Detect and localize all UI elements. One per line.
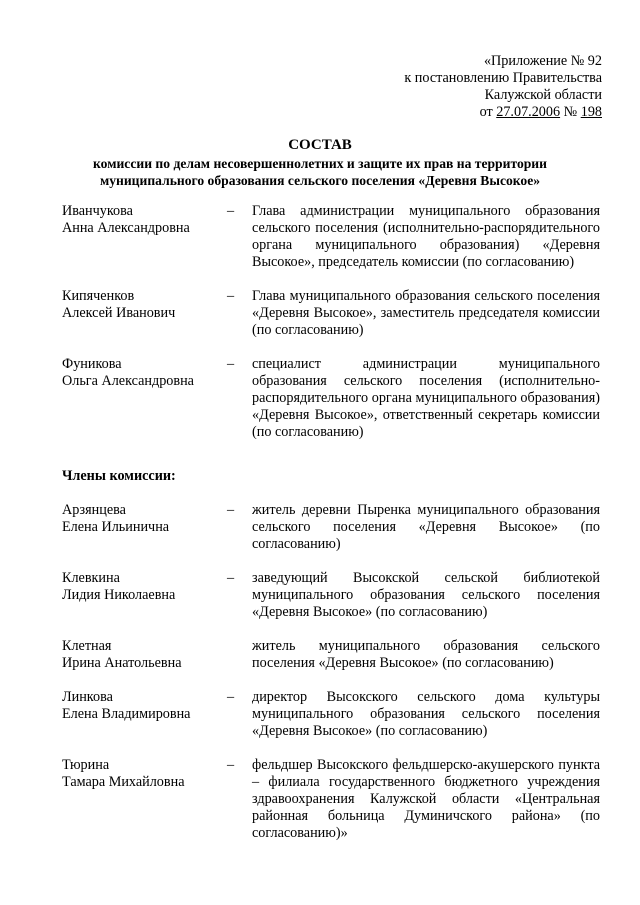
person-surname: Фуникова xyxy=(62,356,122,372)
person-name xyxy=(62,203,227,271)
title-main: СОСТАВ xyxy=(288,137,352,153)
dash: – xyxy=(227,757,235,773)
list-item xyxy=(62,638,600,672)
person-name xyxy=(62,502,227,553)
list-item xyxy=(62,203,600,271)
dash: – xyxy=(227,288,235,304)
person-name xyxy=(62,570,227,621)
dash: – xyxy=(227,356,235,372)
title-line-1: комиссии по делам несовершеннолетних и защите их прав на территории xyxy=(93,156,547,171)
person-role: директор Высокского сельского дома культуры муниципального образования сельского поселения «Деревня Высокое» (по согласованию) xyxy=(252,689,600,739)
person-given-names: Елена Владимировна xyxy=(62,706,191,722)
appendix-resolution: к постановлению Правительства xyxy=(404,70,602,86)
person-role: заведующий Высокской сельской библиотекой муниципального образования сельского поселения «Деревня Высокое» (по согласованию) xyxy=(252,570,600,620)
list-item xyxy=(62,502,600,553)
dash xyxy=(227,638,252,672)
title-line-2: муниципального образования сельского поселения «Деревня Высокое» xyxy=(99,173,541,188)
person-name xyxy=(62,638,227,672)
dash: – xyxy=(227,689,235,705)
person-name xyxy=(62,757,227,842)
document-title xyxy=(40,136,600,189)
dash: – xyxy=(227,502,235,518)
person-name xyxy=(62,689,227,740)
person-given-names: Елена Ильинична xyxy=(62,519,170,535)
person-given-names: Ирина Анатольевна xyxy=(62,655,182,671)
resolution-date: 27.07.2006 xyxy=(496,104,561,120)
person-given-names: Ольга Александровна xyxy=(62,373,194,389)
person-role: фельдшер Высокского фельдшерско-акушерского пункта – филиала государственного бюджетного учреждения здравоохранения Калужской области «Центральная районная больница Думиничского района» (по согласованию)» xyxy=(252,757,600,841)
person-surname: Арзянцева xyxy=(62,502,126,518)
list-item xyxy=(62,288,600,339)
person-surname: Линкова xyxy=(62,689,113,705)
date-prefix: от xyxy=(479,104,497,120)
person-role: специалист администрации муниципального образования сельского поселения (исполнительно-распорядительного органа муниципального образования) «Деревня Высокое», ответственный секретарь комиссии (по согласованию) xyxy=(252,356,600,440)
person-name xyxy=(62,356,227,441)
list-item xyxy=(62,757,600,842)
list-item xyxy=(62,689,600,740)
dash: – xyxy=(227,203,235,219)
number-prefix: № xyxy=(560,104,581,120)
person-given-names: Лидия Николаевна xyxy=(62,587,176,603)
person-name xyxy=(62,288,227,339)
person-given-names: Тамара Михайловна xyxy=(62,774,185,790)
person-role: Глава муниципального образования сельского поселения «Деревня Высокое», заместитель председателя комиссии (по согласованию) xyxy=(252,288,600,338)
person-given-names: Анна Александровна xyxy=(62,220,190,236)
list-item xyxy=(62,570,600,621)
appendix-date-line xyxy=(404,104,602,121)
person-given-names: Алексей Иванович xyxy=(62,305,176,321)
person-role: житель деревни Пыренка муниципального образования сельского поселения «Деревня Высокое» (по согласованию) xyxy=(252,502,600,552)
person-surname: Кипяченков xyxy=(62,288,135,304)
person-role: житель муниципального образования сельского поселения «Деревня Высокое» (по согласованию) xyxy=(252,638,600,671)
person-surname: Клевкина xyxy=(62,570,120,586)
person-surname: Иванчукова xyxy=(62,203,133,219)
list-item xyxy=(62,356,600,441)
person-surname: Клетная xyxy=(62,638,112,654)
dash: – xyxy=(227,570,235,586)
appendix-header xyxy=(404,53,602,121)
commission-list xyxy=(62,203,600,842)
appendix-region: Калужской области xyxy=(484,87,602,103)
person-surname: Тюрина xyxy=(62,757,110,773)
appendix-number: «Приложение № 92 xyxy=(483,53,602,69)
members-heading: Члены комиссии: xyxy=(62,468,176,484)
resolution-number: 198 xyxy=(580,104,602,120)
person-role: Глава администрации муниципального образования сельского поселения (исполнительно-распорядительного органа муниципального образования) «Деревня Высокое», председатель комиссии (по согласованию) xyxy=(252,203,600,270)
